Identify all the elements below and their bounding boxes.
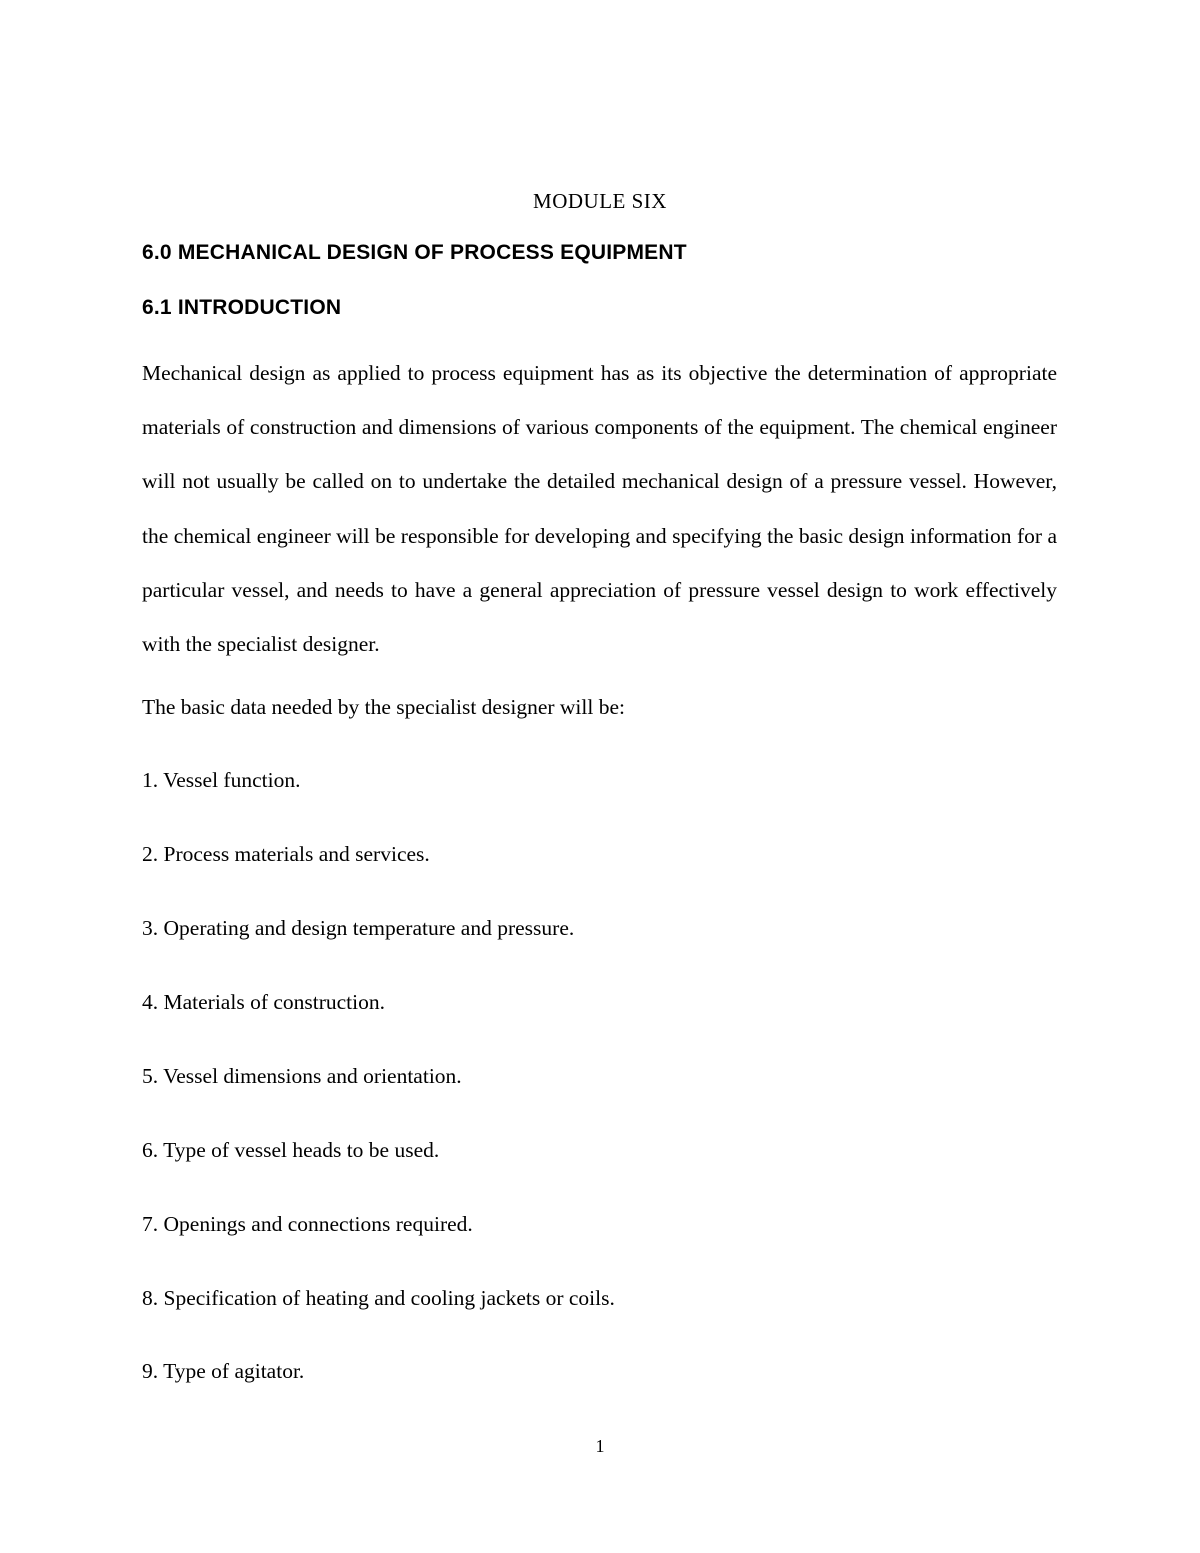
list-item: 5. Vessel dimensions and orientation. <box>142 1064 462 1088</box>
list-item: 1. Vessel function. <box>142 768 301 792</box>
subsection-heading: 6.1 INTRODUCTION <box>142 296 342 319</box>
list-item: 6. Type of vessel heads to be used. <box>142 1138 440 1162</box>
module-title: MODULE SIX <box>533 189 667 213</box>
intro-paragraph: Mechanical design as applied to process equipment has as its objective the determination of appropriate materials of construction and dimensions of various components of the equipment. The chemical engineer will not usually be called on to undertake the detailed mechanical design of a pressure vessel. However, the chemical engineer will be responsible for developing and specifying the basic design information for a particular vessel, and needs to have a general appreciation of pressure vessel design to work effectively with the specialist designer. <box>142 361 1057 657</box>
section-heading: 6.0 MECHANICAL DESIGN OF PROCESS EQUIPMENT <box>142 241 687 264</box>
page-number: 1 <box>595 1436 605 1456</box>
list-lead-text: The basic data needed by the specialist designer will be: <box>142 695 625 719</box>
list-item: 2. Process materials and services. <box>142 842 430 866</box>
list-item: 7. Openings and connections required. <box>142 1212 473 1236</box>
list-item: 3. Operating and design temperature and pressure. <box>142 916 575 940</box>
list-item: 8. Specification of heating and cooling jackets or coils. <box>142 1286 615 1310</box>
list-item: 9. Type of agitator. <box>142 1359 305 1383</box>
list-item: 4. Materials of construction. <box>142 990 386 1014</box>
